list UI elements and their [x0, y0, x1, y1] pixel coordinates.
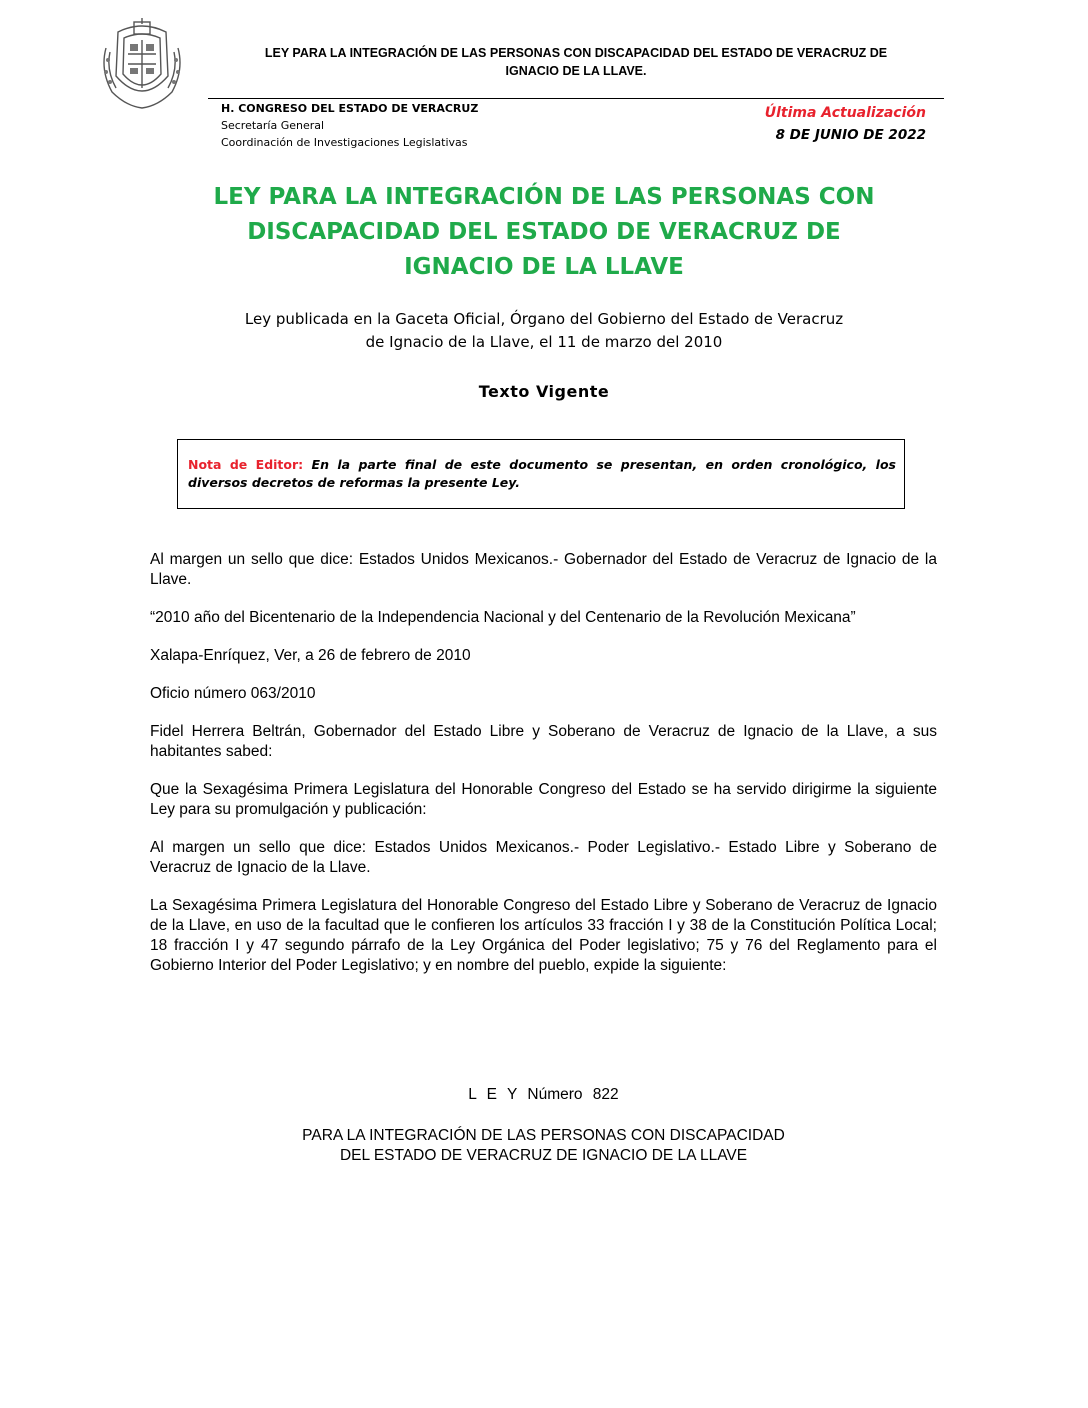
running-header-line1: LEY PARA LA INTEGRACIÓN DE LAS PERSONAS CON DISCAPACIDAD DEL ESTADO DE VERACRUZ DE	[264, 46, 888, 60]
office-congress: H. CONGRESO DEL ESTADO DE VERACRUZ	[221, 102, 479, 115]
paragraph-bicentenario: “2010 año del Bicentenario de la Independencia Nacional y del Centenario de la Revolución Mexicana”	[150, 609, 856, 626]
running-header	[208, 44, 944, 80]
document-title-line1: LEY PARA LA INTEGRACIÓN DE LAS PERSONAS CON	[213, 184, 875, 210]
document-title	[150, 180, 938, 285]
paragraph-legislatura: Que la Sexagésima Primera Legislatura del Honorable Congreso del Estado se ha servido dirigirme la siguiente Ley para su promulgación y publicación:	[150, 781, 937, 818]
document-status: Texto Vigente	[478, 382, 610, 401]
publication-info	[150, 308, 938, 354]
editor-note-text: En la parte final de este documento se presentan, en orden cronológico, los diversos decretos de reformas la presente Ley.	[188, 457, 896, 490]
office-coordinacion: Coordinación de Investigaciones Legislativas	[221, 136, 468, 149]
last-update-date: 8 DE JUNIO DE 2022	[775, 127, 926, 143]
paragraph-oficio: Oficio número 063/2010	[150, 685, 316, 702]
ley-title-line2: DEL ESTADO DE VERACRUZ DE IGNACIO DE LA LLAVE	[339, 1147, 748, 1164]
running-header-line2: IGNACIO DE LA LLAVE.	[505, 64, 647, 78]
document-body	[150, 550, 937, 976]
paragraph-governor: Fidel Herrera Beltrán, Gobernador del Estado Libre y Soberano de Veracruz de Ignacio de la Llave, a sus habitantes sabed:	[150, 723, 937, 760]
ley-number: L E Y Número 822	[468, 1086, 619, 1103]
document-title-line3: IGNACIO DE LA LLAVE	[404, 254, 684, 280]
document-title-line2: DISCAPACIDAD DEL ESTADO DE VERACRUZ DE	[247, 219, 841, 245]
publication-line1: Ley publicada en la Gaceta Oficial, Órgano del Gobierno del Estado de Veracruz	[244, 310, 844, 328]
paragraph-seal-governor: Al margen un sello que dice: Estados Unidos Mexicanos.- Gobernador del Estado de Veracruz de Ignacio de la Llave.	[150, 551, 937, 588]
last-update-label: Última Actualización	[764, 105, 926, 121]
ley-title	[150, 1126, 937, 1166]
editor-note	[188, 456, 896, 492]
office-block	[221, 100, 478, 151]
editor-note-label: Nota de Editor:	[188, 457, 304, 472]
paragraph-facultad: La Sexagésima Primera Legislatura del Honorable Congreso del Estado Libre y Soberano de Veracruz de Ignacio de la Llave, en uso de la facultad que le confieren los artículos 33 fracción I y 38 de la Constitución Política Local; 18 fracción I y 47 segundo párrafo de la Ley Orgánica del Poder legislativo; 75 y 76 del Reglamento para el Gobierno Interior del Poder Legislativo; y en nombre del pueblo, expide la siguiente:	[150, 897, 937, 974]
publication-line2: de Ignacio de la Llave, el 11 de marzo del 2010	[365, 333, 723, 351]
paragraph-seal-legislative: Al margen un sello que dice: Estados Unidos Mexicanos.- Poder Legislativo.- Estado Libre y Soberano de Veracruz de Ignacio de la Llave.	[150, 839, 937, 876]
header-divider	[208, 98, 944, 99]
ley-title-line1: PARA LA INTEGRACIÓN DE LAS PERSONAS CON DISCAPACIDAD	[302, 1127, 785, 1144]
editor-note-box	[177, 439, 905, 509]
veracruz-coat-of-arms-icon	[98, 18, 186, 110]
last-update-block	[765, 102, 926, 146]
paragraph-place-date: Xalapa-Enríquez, Ver, a 26 de febrero de 2010	[150, 647, 471, 664]
office-secretaria: Secretaría General	[221, 119, 325, 132]
